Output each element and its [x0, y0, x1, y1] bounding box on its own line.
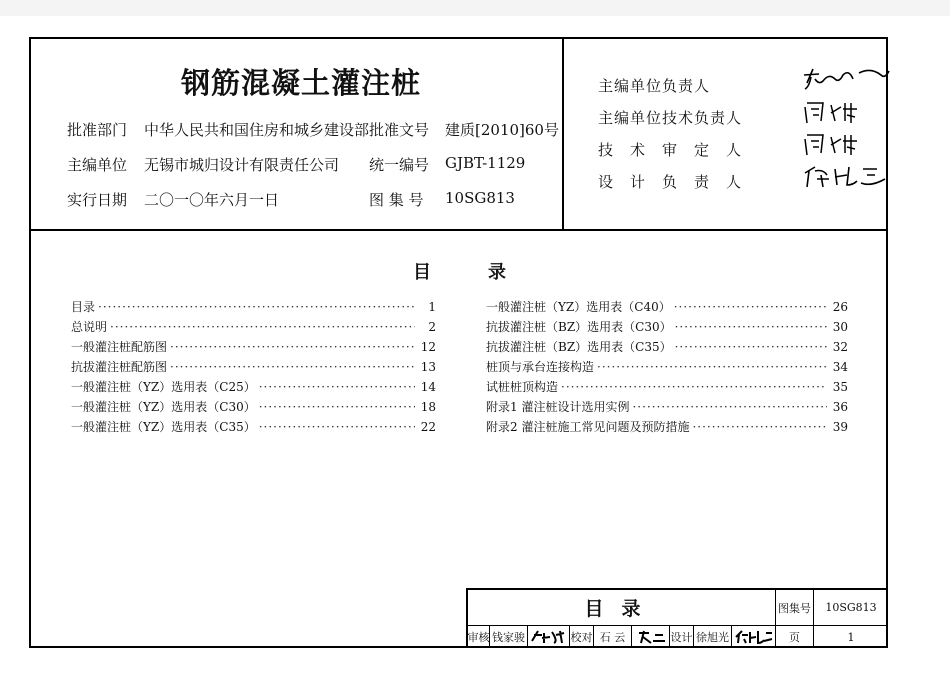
effective-date-label: 实行日期 — [67, 191, 128, 209]
design-label: 设计 — [670, 626, 694, 648]
unified-code-label: 统一编号 — [369, 156, 430, 174]
toc-entry[interactable]: 一般灌注桩配筋图 ····· 12 — [71, 338, 436, 356]
toc-entry[interactable]: 总说明 ····· 2 — [71, 318, 436, 336]
checker-name: 石 云 — [594, 626, 632, 648]
atlas-no-label: 图 集 号 — [369, 191, 424, 209]
reviewer-name: 钱家骏 — [490, 626, 528, 648]
signature-image — [801, 65, 891, 91]
signature-image — [528, 626, 570, 648]
toc-entry[interactable]: 一般灌注桩（YZ）选用表（C40） ····· 26 — [486, 298, 848, 316]
chief-editor-value: 无锡市城归设计有限责任公司 — [144, 156, 340, 174]
signature-image — [632, 626, 670, 648]
toc-entry[interactable]: 试桩桩顶构造 ····· 35 — [486, 378, 848, 396]
toc-entry[interactable]: 桩顶与承台连接构造 ····· 34 — [486, 358, 848, 376]
toc-entry[interactable]: 一般灌注桩（YZ）选用表（C25） ····· 14 — [71, 378, 436, 396]
designer-name: 徐旭光 — [694, 626, 732, 648]
atlas-no-label: 图集号 — [776, 590, 814, 626]
scan-edge — [0, 0, 950, 16]
header-divider-horizontal — [31, 229, 886, 231]
signature-image — [801, 131, 891, 157]
header-divider-vertical — [562, 39, 564, 229]
chief-editor-label: 主编单位 — [67, 156, 128, 174]
toc-entry[interactable]: 目录 ····· 1 — [71, 298, 436, 316]
approval-dept-label: 批准部门 — [67, 121, 128, 139]
toc-entry[interactable]: 一般灌注桩（YZ）选用表（C35） ····· 22 — [71, 418, 436, 436]
drawing-frame — [29, 37, 888, 648]
toc-entry[interactable]: 抗拔灌注桩（BZ）选用表（C30） ····· 30 — [486, 318, 848, 336]
toc-title-left: 目 — [413, 262, 431, 283]
approval-dept-value: 中华人民共和国住房和城乡建设部 — [144, 121, 370, 139]
unified-code-value: GJBT-1129 — [445, 154, 526, 172]
toc-entry[interactable]: 附录1 灌注桩设计选用实例 ····· 36 — [486, 398, 848, 416]
atlas-title: 钢筋混凝土灌注桩 — [181, 66, 422, 100]
approval-doc-label: 批准文号 — [369, 121, 430, 139]
check-label: 校对 — [570, 626, 594, 648]
atlas-no-value: 10SG813 — [445, 189, 515, 207]
toc-entry[interactable]: 一般灌注桩（YZ）选用表（C30） ····· 18 — [71, 398, 436, 416]
toc-entry[interactable]: 抗拔灌注桩配筋图 ····· 13 — [71, 358, 436, 376]
toc-entry[interactable]: 附录2 灌注桩施工常见问题及预防措施 ····· 39 — [486, 418, 848, 436]
responsible-role: 设 计 负 责 人 — [598, 173, 743, 191]
atlas-no-value: 10SG813 — [814, 590, 888, 626]
effective-date-value: 二〇一〇年六月一日 — [144, 191, 280, 209]
approval-doc-value: 建质[2010]60号 — [445, 121, 559, 139]
signature-image — [732, 626, 776, 648]
title-block — [466, 588, 888, 648]
page-number: 1 — [847, 630, 855, 644]
responsible-role: 主编单位技术负责人 — [598, 109, 743, 127]
drawing-name: 目录 — [468, 590, 776, 626]
toc-title-right: 录 — [488, 262, 506, 283]
signature-image — [801, 163, 891, 189]
page-label: 页 — [776, 626, 814, 648]
responsible-role: 技 术 审 定 人 — [598, 141, 743, 159]
review-label: 审核 — [468, 626, 490, 648]
toc-entry[interactable]: 抗拔灌注桩（BZ）选用表（C35） ····· 32 — [486, 338, 848, 356]
responsible-role: 主编单位负责人 — [598, 77, 711, 95]
signature-image — [801, 99, 891, 125]
